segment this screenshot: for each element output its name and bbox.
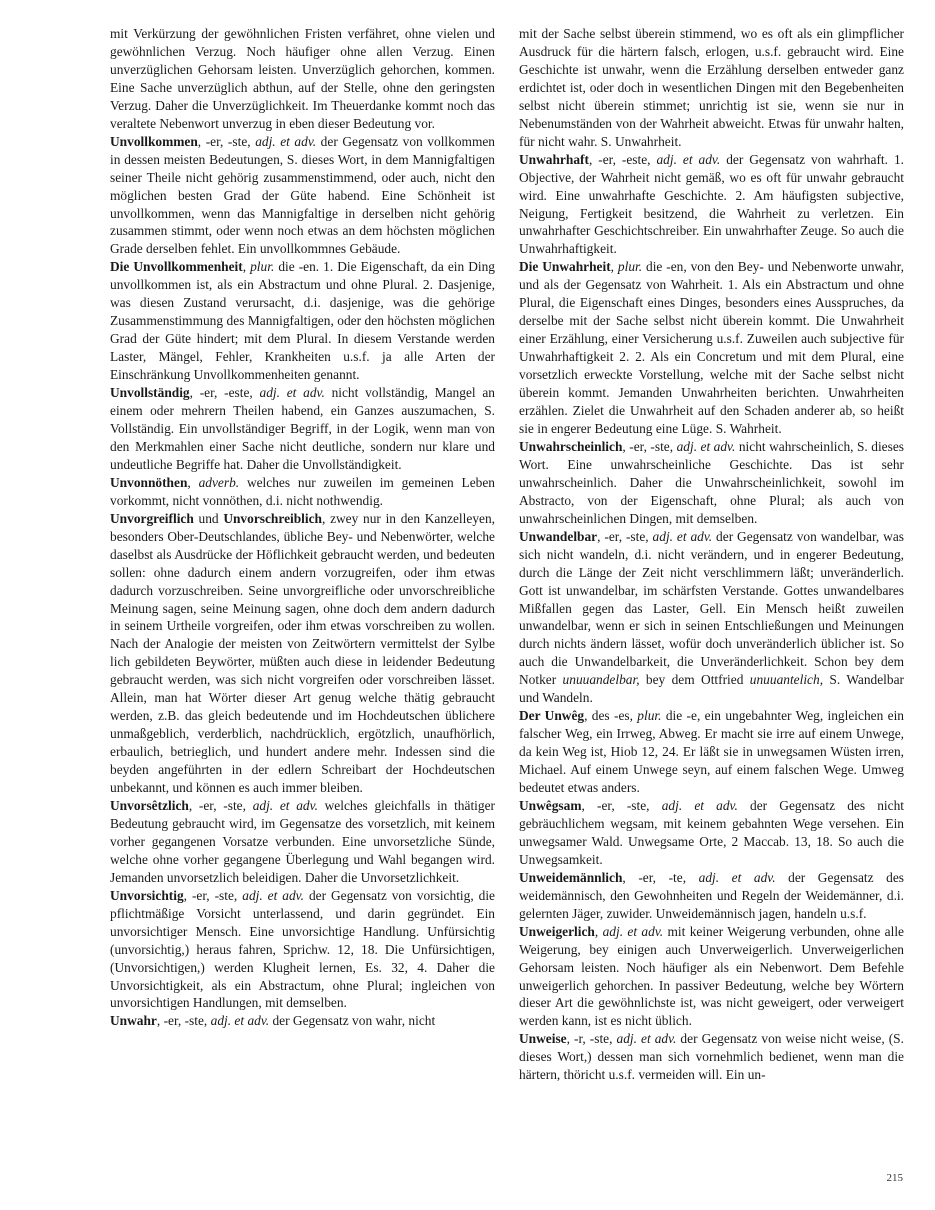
grammar-label: adj. et adv. (652, 528, 713, 544)
entry-text: nicht vollständig, Mangel an einem oder mehrern Theilen habend, ein Ganzes auszumachen, S. Vollständig. Ein unvollständiger Begriff, in der Logik, wenn man von den Merkmahlen einer Sache nicht deutliche, sondern nur klare und undeutliche Begriffe hat. Daher die Unvollständigkeit. (110, 385, 495, 472)
page-number: 215 (886, 1172, 903, 1184)
dictionary-entry (110, 25, 495, 133)
grammar-label: adj. et adv. (259, 385, 325, 401)
entry-text: , -er, -ste, (581, 797, 662, 813)
entry-text: der Gegensatz von wahrhaft. 1. Objective, der Wahrheit nicht gemäß, wo es oft für unwahr gebraucht wird. Eine unwahrhafte Geschichte. 2. Am häufigsten subjective, Neigung, Fertigkeit besitzend, die Wahrheit zu verletzen. Ein unwahrhafter Geschichtschreiber. Ein unwahrhafter Zeuge. So auch die Unwahrhaftigkeit. (519, 151, 904, 257)
headword: Unvorsêtzlich (110, 797, 189, 813)
grammar-label: adj. et adv. (661, 797, 738, 813)
dictionary-entry (519, 1030, 904, 1084)
grammar-label: adj. et adv. (616, 1031, 677, 1047)
dictionary-entry (519, 258, 904, 438)
grammar-label: adj. et adv. (698, 869, 776, 885)
entry-text: die -e, ein ungebahnter Weg, ingleichen ein falscher Weg, ein Irrweg, Abweg. Er macht sie irre auf einem Unwege, da kein Weg ist, Hiob 12, 24. Er läßt sie in unwegsamen Wüsten irren, Michael. Auf einem Unwege seyn, auf einem falschen Wege. Umweg bedeutet etwas anders. (519, 708, 904, 796)
entry-text: der Gegensatz von vollkommen in dessen meisten Bedeutungen, S. dieses Wort, in dem Mannigfaltigen seiner Theile nicht gehörig zusammenstimmend, oder auch, nicht den möglichen besten Grad der Güte habend. Eine Schönheit ist unvollkommen, wenn das Mannigfaltige in derselben nicht gehörig zusammen stimmt, oder wenn noch etwas an dem höchsten möglichen Grade derselben fehlet. Ein unvollkommnes Gebäude. (110, 133, 495, 257)
entry-text: die -en. 1. Die Eigenschaft, da ein Ding unvollkommen ist, als ein Abstractum und ohne Plural. 2. Dasjenige, was diesen Zustand verursacht, d.i. dasjenige, was die gehörige Zusammenstimmung des Mannigfaltigen, oder den höchsten möglichen Grad der Güte hindert; mit dem Plural. In diesem Verstande werden Laster, Mängel, Fehler, Krankheiten u.s.f. ja alle Arten der Einschränkung Unvollkommenheiten genannt. (110, 259, 496, 383)
entry-text: , -er, -ste, (156, 1013, 211, 1029)
headword: Der Unwêg (519, 708, 585, 724)
entry-text: der Gegensatz von weise nicht weise, (S. dieses Wort,) dessen man sich vornehmlich bedienet, wenn man die härtern, thöricht u.s.f. vermeiden will. Ein un- (519, 1031, 904, 1083)
dictionary-entry (519, 869, 904, 923)
headword: Unvorgreiflich (110, 510, 194, 526)
headword: Unweigerlich (519, 923, 595, 939)
grammar-label: adj. et adv. (676, 438, 736, 454)
headword: Unvorsichtig (110, 887, 184, 903)
entry-text: , (594, 923, 603, 939)
headword: Unwandelbar (519, 528, 598, 544)
headword: Unwahr (110, 1013, 157, 1029)
headword: Die Unvollkommenheit (110, 259, 243, 275)
entry-text: , -er, -ste, (622, 438, 677, 454)
entry-text: die -en, von den Bey- und Nebenworte unwahr, und als der Gegensatz von Wahrheit. 1. Als ein Abstractum und ohne Plural, die Eigenschaft eines Dinges, besonders eines Ausspruches, da derselbe mit der Sache selbst nicht überein kommt. Die Unwahrheit einer Erzählung, einer Versicherung u.s.f. Zuweilen auch subjective für Unwahrhaftigkeit 2. 2. Als ein Concretum und mit dem Plural, eine vorsetzlich erweckte Vorstellung, welche mit der Sache selbst nicht überein kommt. Jemanden Unwahrheiten berichten. Unwahrheiten erzählen. Zielet die Unwahrheit auf den Schaden anderer ab, so heißt sie in engerer Bedeutung eine Lüge. S. Wahrheit. (519, 259, 904, 436)
dictionary-entry (519, 438, 904, 528)
entry-text: der Gegensatz des nicht gebräuchlichem wegsam, mit keinem gebahnten Wege versehen. Ein unwegsamer Wald. Unwegsame Orte, 2 Maccab. 13, 18. So auch die Unwegsamkeit. (519, 797, 904, 867)
grammar-label: unuuantelich, (749, 672, 824, 688)
entry-text: der Gegensatz des weidemännisch, den Gewohnheiten und Regeln der Weidemänner, d.i. gelernten Jäger, zuwider. Unweidemännisch jagen, handeln u.s.f. (519, 869, 904, 921)
entry-text: mit keiner Weigerung verbunden, ohne alle Weigerung, bey einigen auch Unverweigerlich. Unverweigerlichen Gehorsam leisten. Noch häufiger als ein Nebenwort. Dem Befehle unweigerlich gehorchen. In passiver Bedeutung, welche bey Wörtern dieser Art die gewöhnlichste ist, was nicht geweigert, oder verweigert werden kann, ist es nicht üblich. (519, 923, 904, 1029)
entry-text: , -er, -este, (588, 151, 657, 167)
entry-text: , zwey nur in den Kanzelleyen, besonders Ober-Deutschlandes, übliche Bey- und Nebenwörter, welche daselbst als Ausdrücke der Höflichkeit gebraucht werden, und bedeuten sollen: ohne dadurch einem andern vorzugreifen, oder ihm etwas dadurch vorzuschreiben. Seine unvorgreifliche oder unvorschreibliche Meinung sagen, seine Meinung sagen, ohne doch dem andern dadurch in seinem Urtheile vorgreifen, oder ihm etwas vorschreiben zu wollen. Nach der Analogie der meisten von Zeitwörtern vermittelst der Sylbe lich gebildeten Beywörter, müßten auch diese in leidender Bedeutung gebraucht werden, was sich nicht vorgreifen oder vorschreiben lässet. Allein, man hat Wörter dieser Art genug welche thätig gebraucht werden, z.B. das gleich bedeutende und im Hochdeutschen üblichere unmaßgeblich, verderblich, nachdrücklich, ergötzlich, unaufhörlich, erbaulich, betrieglich, und hundert andere mehr. Indessen sind die beyden angeführten in der edlern Schreibart der Hochdeutschen unbekannt, und können es auch immer bleiben. (110, 510, 496, 796)
entry-text: der Gegensatz von wahr, nicht (269, 1013, 436, 1029)
entry-text: , -er, -ste, (183, 887, 243, 903)
left-column (110, 25, 495, 1030)
headword: Unvollkommen (110, 133, 198, 149)
entry-text: welches nur zuweilen im gemeinen Leben vorkommt, nicht vonnöthen, d.i. nicht nothwendig. (110, 474, 495, 508)
right-column (519, 25, 904, 1084)
entry-text: der Gegensatz von wandelbar, was sich nicht wandeln, d.i. nicht verändern, und in engerer Bedeutung, durch die Länge der Zeit nicht verschlimmern läßt; unveränderlich. Gott ist unwandelbar, im schärfsten Verstande. Gottes unwandelbares Mißfallen gegen das Laster, Gell. Ein Mensch heißt zuweilen unwandelbar, wenn er sich in seinen Entschließungen und Meinungen durch nichts ändern lässet, wofür doch unveränderlich üblicher ist. So auch die Unwandelbarkeit, die Unveränderlichkeit. Schon bey dem Notker (519, 528, 904, 688)
grammar-label: adj. et adv. (252, 797, 318, 813)
grammar-label: adverb. (198, 474, 240, 490)
dictionary-entry (519, 151, 904, 259)
dictionary-entry (110, 384, 495, 474)
headword: Unwahrscheinlich (519, 438, 623, 454)
entry-text: , -r, -ste, (566, 1031, 617, 1047)
dictionary-entry (110, 797, 495, 887)
entry-text: , des -es, (584, 708, 638, 724)
entry-text: und (193, 510, 224, 526)
dictionary-entry (519, 25, 904, 151)
headword: Unvollständig (110, 385, 190, 401)
dictionary-entry (110, 887, 495, 1013)
dictionary-entry (519, 923, 904, 1031)
entry-text: , (187, 474, 199, 490)
headword: Unwêgsam (519, 797, 582, 813)
dictionary-entry (110, 133, 495, 259)
headword: Unwahrhaft (519, 151, 589, 167)
dictionary-entry (519, 528, 904, 708)
grammar-label: plur. (617, 259, 643, 275)
headword: Unvorschreiblich (223, 510, 323, 526)
dictionary-entry (519, 707, 904, 797)
entry-text: , -er, -ste, (597, 528, 653, 544)
grammar-label: adj. et adv. (210, 1013, 270, 1029)
grammar-label: adj. et adv. (656, 151, 721, 167)
entry-text: , (610, 259, 618, 275)
headword: Die Unwahrheit (519, 259, 611, 275)
entry-text: mit Verkürzung der gewöhnlichen Fristen verfähret, ohne vielen und gewöhnlichen Verzug. Noch häufiger ohne allen Verzug. Einen unverzüglichen Gehorsam leisten. Unverzüglich gehorchen, kommen. Eine Sache unverzüglich abthun, auf der Stelle, ohne den geringsten Verzug. Daher die Unverzüglichkeit. Im Theuerdanke kommt noch das veraltete Nebenwort unverzug in eben dieser Bedeutung vor. (110, 26, 495, 131)
entry-text: , -er, -ste, (197, 133, 256, 149)
grammar-label: plur. (250, 259, 275, 275)
entry-text: , -er, -este, (189, 385, 260, 401)
headword: Unweidemännlich (519, 869, 623, 885)
dictionary-entry (110, 1012, 495, 1030)
grammar-label: adj. et adv. (602, 923, 664, 939)
dictionary-entry (110, 258, 495, 384)
entry-text: nicht wahrscheinlich, S. dieses Wort. Eine unwahrscheinliche Geschichte. Das ist sehr unwahrscheinlich. Daher die Unwahrscheinlichkeit, sowohl im Abstracto, von der Eigenschaft, ohne Plural; als auch von unwahrscheinlichen Dingen, mit demselben. (519, 438, 904, 526)
grammar-label: adj. et adv. (242, 887, 304, 903)
entry-text: , -er, -ste, (188, 797, 253, 813)
headword: Unvonnöthen (110, 474, 188, 490)
entry-text: bey dem Ottfried (639, 672, 750, 688)
dictionary-entry (110, 474, 495, 510)
entry-text: mit der Sache selbst überein stimmend, wo es oft als ein glimpflicher Ausdruck für die härtern falsch, erlogen, u.s.f. gebraucht wird. Eine Geschichte ist unwahr, wenn die Erzählung derselben entweder ganz erdichtet ist, oder doch in wesentlichen Dingen mit den Begebenheiten selbst nicht überein stimmet; unrichtig ist sie, wenn sie nur in Nebenumständen von der Wahrheit abweicht. Etwas für unwahr halten, für nicht wahr. S. Unwahrheit. (519, 26, 904, 149)
grammar-label: adj. et adv. (255, 133, 317, 149)
entry-text: welches gleichfalls in thätiger Bedeutung gebraucht wird, im Gegensatze des vorsetzlich, mit keinem vorher gegangenen Vorsatze verbunden. Eine unvorsetzliche Sünde, welche ohne vorher gegangene Überlegung und Wahl begangen wird. Jemanden unvorsetzlich beleidigen. Daher die Unvorsetzlichkeit. (110, 797, 495, 885)
headword: Unweise (519, 1031, 567, 1047)
entry-text: , (242, 259, 251, 275)
grammar-label: unuuandelbar, (562, 672, 640, 688)
entry-text: S. Wandelbar und Wandeln. (519, 672, 904, 706)
dictionary-entry (110, 510, 495, 797)
entry-text: der Gegensatz von vorsichtig, die pflichtmäßige Vorsicht unterlassend, und darin gegründet. Ein unvorsichtiger Mensch. Eine unvorsichtige Handlung. Unfürsichtig (unvorsichtig,) heraus fahren, Sprichw. 12, 18. Die Unfürsichtigen, (Unvorsichtigen,) werden Klugheit lernen, Es. 32, 4. Daher die Unvorsichtigkeit, als ein Abstractum, ohne Plural; ingleichen von unvorsichtigen Handlungen, mit demselben. (110, 887, 495, 1011)
entry-text: , -er, -te, (622, 869, 699, 885)
grammar-label: plur. (637, 708, 662, 724)
dictionary-entry (519, 797, 904, 869)
